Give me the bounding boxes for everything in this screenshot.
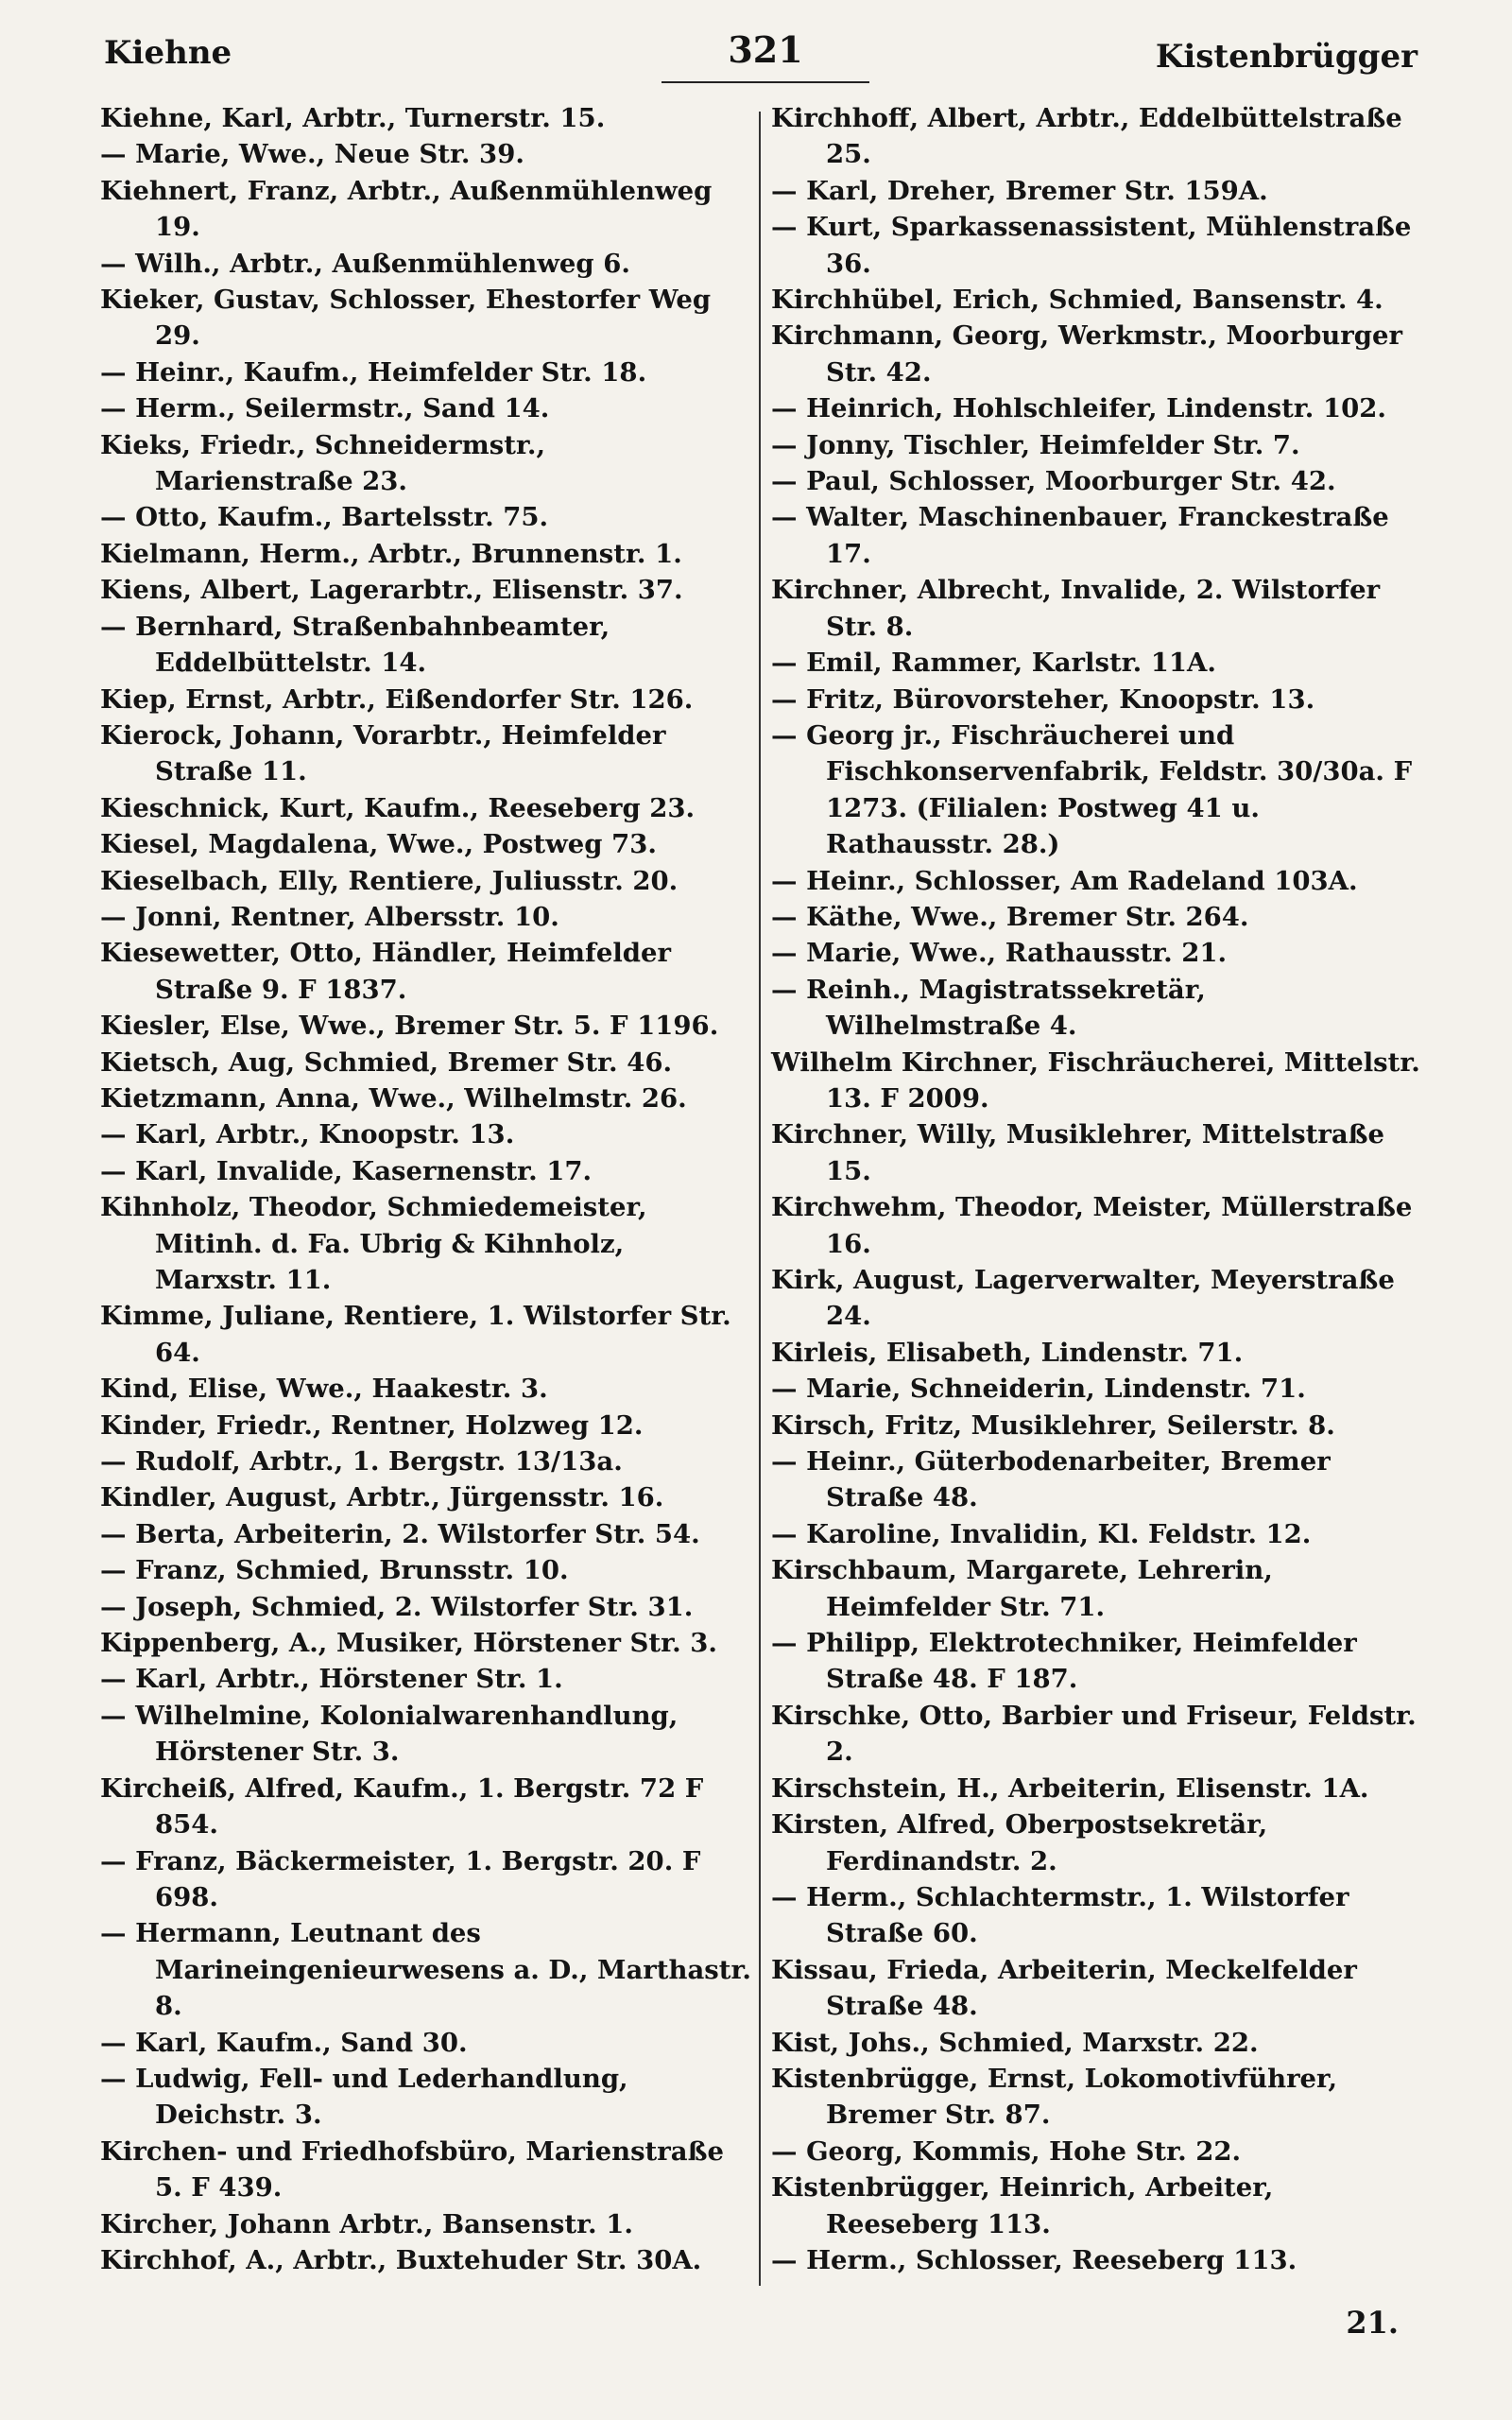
signature-mark: 21. [1346, 2305, 1399, 2341]
directory-entry: Kiehne, Karl, Arbtr., Turnerstr. 15. [100, 103, 606, 133]
directory-entry: Kirleis, Elisabeth, Lindenstr. 71. [771, 1337, 1244, 1368]
directory-entry: — Karl, Kaufm., Sand 30. [100, 2027, 468, 2058]
directory-entry: — Joseph, Schmied, 2. Wilstorfer Str. 31. [100, 1591, 694, 1622]
directory-entry: Kieselbach, Elly, Rentiere, Juliusstr. 20. [100, 865, 679, 896]
directory-entry: — Käthe, Wwe., Bremer Str. 264. [771, 901, 1249, 932]
directory-entry: — Heinrich, Hohlschleifer, Lindenstr. 102. [771, 393, 1386, 424]
directory-entry: — Otto, Kaufm., Bartelsstr. 75. [100, 502, 549, 533]
directory-entry: — Herm., Seilermstr., Sand 14. [100, 393, 550, 424]
directory-entry: — Karl, Invalide, Kasernenstr. 17. [100, 1155, 593, 1186]
directory-entry: Kiesler, Else, Wwe., Bremer Str. 5. F 1196. [100, 1011, 719, 1042]
directory-entry: Kieks, Friedr., Schneidermstr., Marienstraße 23. [100, 429, 546, 497]
left-column [100, 100, 752, 2278]
directory-entry: Kistenbrügger, Heinrich, Arbeiter, Reeseberg 113. [771, 2172, 1274, 2239]
directory-entry: Kinder, Friedr., Rentner, Holzweg 12. [100, 1409, 644, 1441]
directory-entry: — Hermann, Leutnant des Marineingenieurwesens a. D., Marthastr. 8. [100, 1918, 752, 2022]
directory-entry: — Kurt, Sparkassenassistent, Mühlenstraße 36. [771, 212, 1412, 279]
directory-entry: — Ludwig, Fell- und Lederhandlung, Deichstr. 3. [100, 2063, 628, 2131]
directory-entry: Kirsten, Alfred, Oberpostsekretär, Ferdinandstr. 2. [771, 1809, 1268, 1876]
directory-entry: Kihnholz, Theodor, Schmiedemeister, Mitinh. d. Fa. Ubrig & Kihnholz, Marxstr. 11. [100, 1192, 647, 1295]
column-divider [759, 112, 761, 2286]
header-rule [662, 81, 869, 83]
directory-entry: — Karoline, Invalidin, Kl. Feldstr. 12. [771, 1518, 1312, 1549]
header-left-guideword: Kiehne [104, 34, 232, 72]
directory-entry: Kippenberg, A., Musiker, Hörstener Str. 3. [100, 1628, 717, 1659]
running-head [0, 28, 1512, 89]
directory-entry: Kind, Elise, Wwe., Haakestr. 3. [100, 1374, 548, 1405]
directory-entry: Kiesel, Magdalena, Wwe., Postweg 73. [100, 829, 657, 860]
directory-entry: Kirschbaum, Margarete, Lehrerin, Heimfelder Str. 71. [771, 1555, 1273, 1622]
directory-entry: — Marie, Schneiderin, Lindenstr. 71. [771, 1374, 1306, 1405]
directory-entry: — Georg jr., Fischräucherei und Fischkonservenfabrik, Feldstr. 30/30a. F 1273. (Filialen: Postweg 41 u. Rathausstr. 28.) [771, 719, 1413, 860]
directory-entry: Kirchner, Albrecht, Invalide, 2. Wilstorfer Str. 8. [771, 575, 1381, 642]
directory-entry: — Paul, Schlosser, Moorburger Str. 42. [771, 466, 1336, 497]
right-column [771, 100, 1427, 2278]
directory-entry: Kirchen- und Friedhofsbüro, Marienstraße 5. F 439. [100, 2135, 724, 2204]
directory-entry: Kirschstein, H., Arbeiterin, Elisenstr. 1A. [771, 1772, 1369, 1804]
directory-entry: — Wilhelmine, Kolonialwarenhandlung, Hörstener Str. 3. [100, 1700, 679, 1768]
directory-entry: Kieschnick, Kurt, Kaufm., Reeseberg 23. [100, 792, 696, 823]
directory-entry: Kist, Johs., Schmied, Marxstr. 22. [771, 2027, 1259, 2058]
directory-entry: Kirschke, Otto, Barbier und Friseur, Feldstr. 2. [771, 1700, 1417, 1768]
directory-entry: Kirchner, Willy, Musiklehrer, Mittelstraße 15. [771, 1119, 1385, 1186]
directory-entry: — Jonni, Rentner, Albersstr. 10. [100, 901, 559, 932]
directory-entry: Kiehnert, Franz, Arbtr., Außenmühlenweg 19. [100, 175, 713, 243]
directory-entry: — Karl, Dreher, Bremer Str. 159A. [771, 175, 1268, 206]
directory-entry: — Karl, Arbtr., Knoopstr. 13. [100, 1119, 515, 1150]
directory-entry: — Marie, Wwe., Rathausstr. 21. [771, 938, 1228, 969]
directory-entry: Kindler, August, Arbtr., Jürgensstr. 16. [100, 1482, 664, 1513]
directory-entry: — Franz, Bäckermeister, 1. Bergstr. 20. F 698. [100, 1845, 701, 1912]
directory-entry: — Heinr., Güterbodenarbeiter, Bremer Straße 48. [771, 1446, 1331, 1513]
directory-entry: — Rudolf, Arbtr., 1. Bergstr. 13/13a. [100, 1446, 623, 1478]
directory-entry: Kietzmann, Anna, Wwe., Wilhelmstr. 26. [100, 1082, 687, 1114]
directory-entry: Kieker, Gustav, Schlosser, Ehestorfer Weg 29. [100, 285, 712, 352]
directory-entry: Kircher, Johann Arbtr., Bansenstr. 1. [100, 2208, 633, 2239]
directory-entry: — Emil, Rammer, Karlstr. 11A. [771, 648, 1216, 679]
directory-entry: Kirchmann, Georg, Werkmstr., Moorburger Str. 42. [771, 320, 1403, 388]
directory-entry: Kirsch, Fritz, Musiklehrer, Seilerstr. 8. [771, 1409, 1335, 1441]
directory-entry: Kirk, August, Lagerverwalter, Meyerstraße 24. [771, 1265, 1395, 1332]
directory-entry: Kielmann, Herm., Arbtr., Brunnenstr. 1. [100, 538, 682, 569]
directory-entry: — Fritz, Bürovorsteher, Knoopstr. 13. [771, 683, 1315, 715]
directory-entry: — Berta, Arbeiterin, 2. Wilstorfer Str. 54. [100, 1518, 700, 1549]
directory-entry: — Marie, Wwe., Neue Str. 39. [100, 139, 524, 170]
directory-entry: Kiens, Albert, Lagerarbtr., Elisenstr. 37. [100, 575, 683, 606]
directory-entry: Kimme, Juliane, Rentiere, 1. Wilstorfer Str. 64. [100, 1301, 731, 1368]
directory-entry: Kirchhoff, Albert, Arbtr., Eddelbüttelstraße 25. [771, 103, 1402, 170]
directory-entry: — Walter, Maschinenbauer, Franckestraße 17. [771, 502, 1389, 569]
directory-entry: Kistenbrügge, Ernst, Lokomotivführer, Bremer Str. 87. [771, 2063, 1338, 2131]
directory-entry: — Jonny, Tischler, Heimfelder Str. 7. [771, 429, 1300, 460]
directory-entry: — Reinh., Magistratssekretär, Wilhelmstraße 4. [771, 974, 1206, 1042]
directory-entry: Kissau, Frieda, Arbeiterin, Meckelfelder Straße 48. [771, 1954, 1357, 2022]
directory-entry: — Philipp, Elektrotechniker, Heimfelder Straße 48. F 187. [771, 1628, 1357, 1695]
page-number: 321 [728, 28, 803, 71]
directory-entry: Kirchwehm, Theodor, Meister, Müllerstraße 16. [771, 1192, 1413, 1259]
directory-entry: — Herm., Schlosser, Reeseberg 113. [771, 2244, 1297, 2275]
directory-entry: Kiesewetter, Otto, Händler, Heimfelder Straße 9. F 1837. [100, 938, 671, 1005]
directory-entry: Kircheiß, Alfred, Kaufm., 1. Bergstr. 72 F 854. [100, 1772, 704, 1841]
directory-entry: Kiep, Ernst, Arbtr., Eißendorfer Str. 126. [100, 683, 694, 715]
directory-entry: Kirchhof, A., Arbtr., Buxtehuder Str. 30A. [100, 2244, 702, 2275]
directory-entry: — Heinr., Kaufm., Heimfelder Str. 18. [100, 356, 647, 388]
directory-entry: Kirchhübel, Erich, Schmied, Bansenstr. 4. [771, 285, 1383, 316]
directory-entry: — Franz, Schmied, Brunsstr. 10. [100, 1555, 569, 1586]
directory-entry: Wilhelm Kirchner, Fischräucherei, Mittelstr. 13. F 2009. [771, 1046, 1420, 1114]
directory-entry: — Karl, Arbtr., Hörstener Str. 1. [100, 1664, 563, 1695]
directory-entry: — Bernhard, Straßenbahnbeamter, Eddelbüttelstr. 14. [100, 611, 610, 679]
directory-entry: — Herm., Schlachtermstr., 1. Wilstorfer Straße 60. [771, 1881, 1349, 1949]
directory-entry: Kietsch, Aug, Schmied, Bremer Str. 46. [100, 1046, 673, 1078]
directory-entry: Kierock, Johann, Vorarbtr., Heimfelder Straße 11. [100, 719, 666, 787]
directory-entry: — Wilh., Arbtr., Außenmühlenweg 6. [100, 248, 630, 279]
directory-entry: — Heinr., Schlosser, Am Radeland 103A. [771, 865, 1358, 896]
directory-entry: — Georg, Kommis, Hohe Str. 22. [771, 2135, 1242, 2167]
header-right-guideword: Kistenbrügger [1155, 38, 1418, 76]
